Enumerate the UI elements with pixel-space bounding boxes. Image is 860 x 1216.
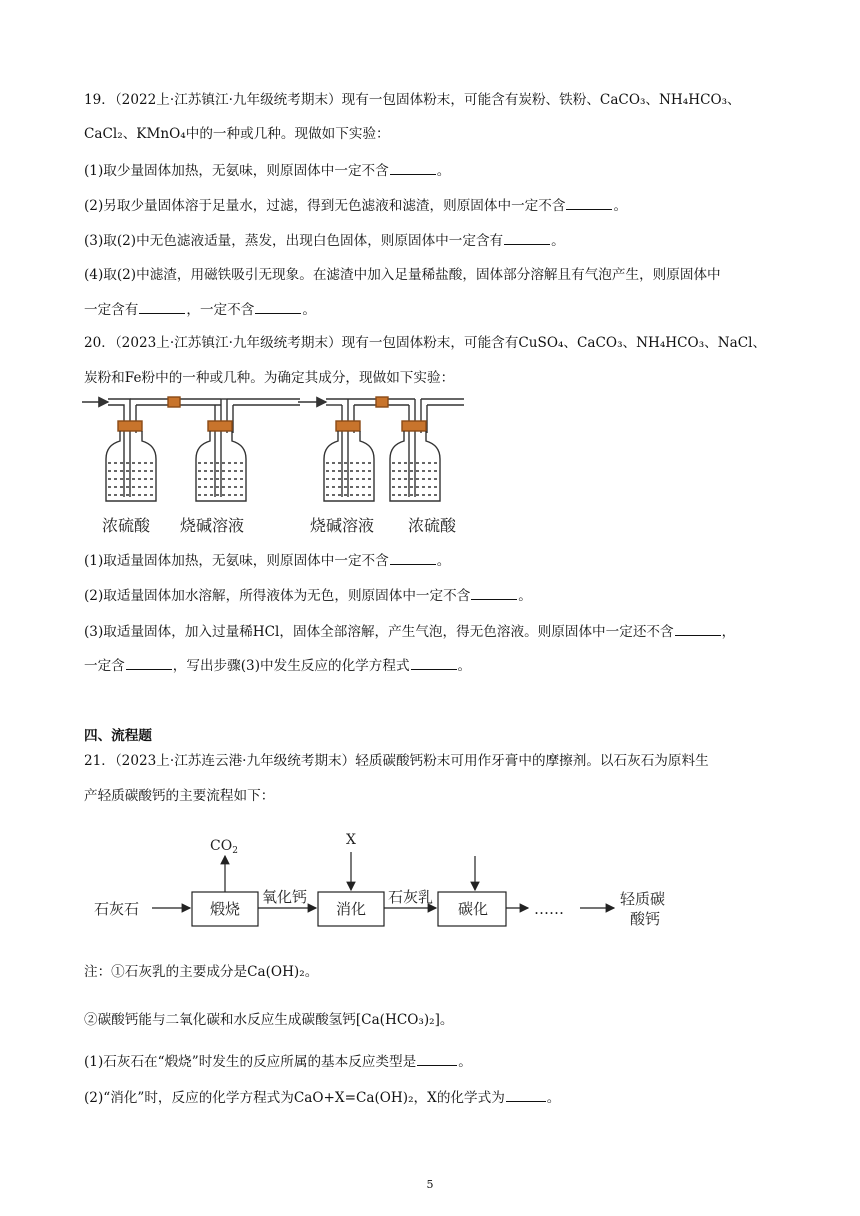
q20-part3-line1 <box>84 622 735 641</box>
q20-part2-text: (2)取适量固体加水溶解，所得液体为无色，则原固体中一定不含 <box>84 588 471 604</box>
q20-stem-line2: 炭粉和Fe粉中的一种或几种。为确定其成分，现做如下实验： <box>84 370 455 386</box>
formula-ca-hco3-2: [Ca(HCO₃)₂] <box>355 1012 440 1028</box>
period: 。 <box>613 198 628 214</box>
q21-stem-line1: 21．（2023上·江苏连云港·九年级统考期末）轻质碳酸钙粉末可用作牙膏中的摩擦剂。以石灰石为原料生 <box>84 753 709 769</box>
flow-ellipsis: …… <box>534 900 564 918</box>
q19-part2-text: (2)另取少量固体溶于足量水，过滤，得到无色滤液和滤渣，则原固体中一定不含 <box>84 198 566 214</box>
period: 。 <box>304 964 319 980</box>
answer-blank[interactable] <box>471 586 517 600</box>
period: 。 <box>302 302 316 318</box>
apparatus-left-pair <box>82 397 300 501</box>
answer-blank[interactable] <box>506 1088 546 1102</box>
flow-output-line1: 轻质碳 <box>620 890 666 908</box>
apparatus-label-4: 浓硫酸 <box>408 516 457 535</box>
period: 。 <box>439 1012 454 1028</box>
q21-part1 <box>84 1052 472 1071</box>
q21-part1-text: (1)石灰石在“煅烧”时发生的反应所属的基本反应类型是 <box>84 1054 417 1070</box>
answer-blank[interactable] <box>504 231 550 245</box>
answer-blank[interactable] <box>390 551 436 565</box>
flow-input-limestone: 石灰石 <box>94 900 140 918</box>
q21-note2 <box>84 1011 454 1029</box>
q20-part3-text-b: 一定含 <box>84 658 125 674</box>
q21-part2-text-b: ，X的化学式为 <box>413 1090 505 1106</box>
apparatus-label-3: 烧碱溶液 <box>310 516 375 535</box>
q21-part2 <box>84 1088 560 1107</box>
q21-note2-text: ②碳酸钙能与二氧化碳和水反应生成碳酸氢钙 <box>84 1012 356 1028</box>
q20-part1-text: (1)取适量固体加热，无氨味，则原固体中一定不含 <box>84 553 389 569</box>
q20-part3-text-c: ，写出步骤(3)中发生反应的化学方程式 <box>172 658 410 674</box>
answer-blank[interactable] <box>139 300 185 314</box>
flow-box-slake-label: 消化 <box>336 900 367 918</box>
q19-part4-line2 <box>84 300 316 319</box>
period: 。 <box>458 1054 472 1070</box>
answer-blank[interactable] <box>566 196 612 210</box>
period: 。 <box>457 658 472 674</box>
period: 。 <box>546 1090 561 1106</box>
q19-part1 <box>84 161 450 180</box>
q21-stem-line2: 产轻质碳酸钙的主要流程如下： <box>84 788 275 804</box>
page-number: 5 <box>426 1178 434 1191</box>
flow-output-line2: 酸钙 <box>630 910 661 928</box>
q19-part2 <box>84 196 627 215</box>
q21-note1 <box>84 963 318 981</box>
flow-arrow-limewater-label: 石灰乳 <box>388 888 434 906</box>
answer-blank[interactable] <box>675 622 721 636</box>
q21-part2-text: (2)“消化”时，反应的化学方程式为 <box>84 1090 294 1106</box>
q19-part4-text-a: 一定含有 <box>84 302 139 318</box>
q19-stem-line1: 19．（2022上·江苏镇江·九年级统考期末）现有一包固体粉末，可能含有炭粉、铁粉、CaCO₃、NH₄HCO₃、 <box>84 92 741 108</box>
period: 。 <box>518 588 532 604</box>
answer-blank[interactable] <box>390 161 436 175</box>
apparatus-label-1: 浓硫酸 <box>102 516 151 535</box>
q19-part4-line1: (4)取(2)中滤渣，用磁铁吸引无现象。在滤渣中加入足量稀盐酸，固体部分溶解且有气泡产生，则原固体中 <box>84 267 721 283</box>
comma: ， <box>721 624 736 640</box>
flow-arrow-cao-label: 氧化钙 <box>262 888 308 906</box>
q19-part3-text: (3)取(2)中无色滤液适量，蒸发，出现白色固体，则原固体中一定含有 <box>84 233 504 249</box>
period: 。 <box>436 553 451 569</box>
q20-part3-line2 <box>84 656 471 675</box>
q19-stem-line2: CaCl₂、KMnO₄中的一种或几种。现做如下实验： <box>84 126 390 142</box>
q19-part3 <box>84 231 565 250</box>
q19-part1-text: (1)取少量固体加热，无氨味，则原固体中一定不含 <box>84 163 389 179</box>
flow-co2-label: $CO_2$ <box>210 838 238 856</box>
answer-blank[interactable] <box>417 1052 457 1066</box>
q19-part4-text-b: ，一定不含 <box>186 302 255 318</box>
q20-part3-text: (3)取适量固体，加入过量稀HCl，固体全部溶解，产生气泡，得无色溶液。则原固体中一定还不含 <box>84 624 674 640</box>
process-flow-diagram <box>90 828 690 938</box>
q20-part1 <box>84 551 450 570</box>
answer-blank[interactable] <box>411 656 457 670</box>
formula-equation: CaO+X=Ca(OH)₂ <box>293 1090 414 1106</box>
q20-stem-line1: 20．（2023上·江苏镇江·九年级统考期末）现有一包固体粉末，可能含有CuSO₄、CaCO₃、NH₄HCO₃、NaCl、 <box>84 335 767 351</box>
gas-washing-apparatus-figure <box>80 393 480 543</box>
period: 。 <box>551 233 565 249</box>
apparatus-label-2: 烧碱溶液 <box>180 516 245 535</box>
apparatus-right-pair <box>298 397 464 501</box>
formula-ca-oh2: Ca(OH)₂ <box>247 964 305 980</box>
q21-note1-text: 注：①石灰乳的主要成分是 <box>84 964 248 980</box>
q20-part2 <box>84 586 532 605</box>
flow-box-calcine-label: 煅烧 <box>210 900 241 918</box>
answer-blank[interactable] <box>255 300 301 314</box>
section-title: 四、流程题 <box>84 728 152 744</box>
answer-blank[interactable] <box>126 656 172 670</box>
flow-box-carbonize-label: 碳化 <box>458 900 489 918</box>
flow-x-label: X <box>346 832 356 848</box>
period: 。 <box>436 163 451 179</box>
